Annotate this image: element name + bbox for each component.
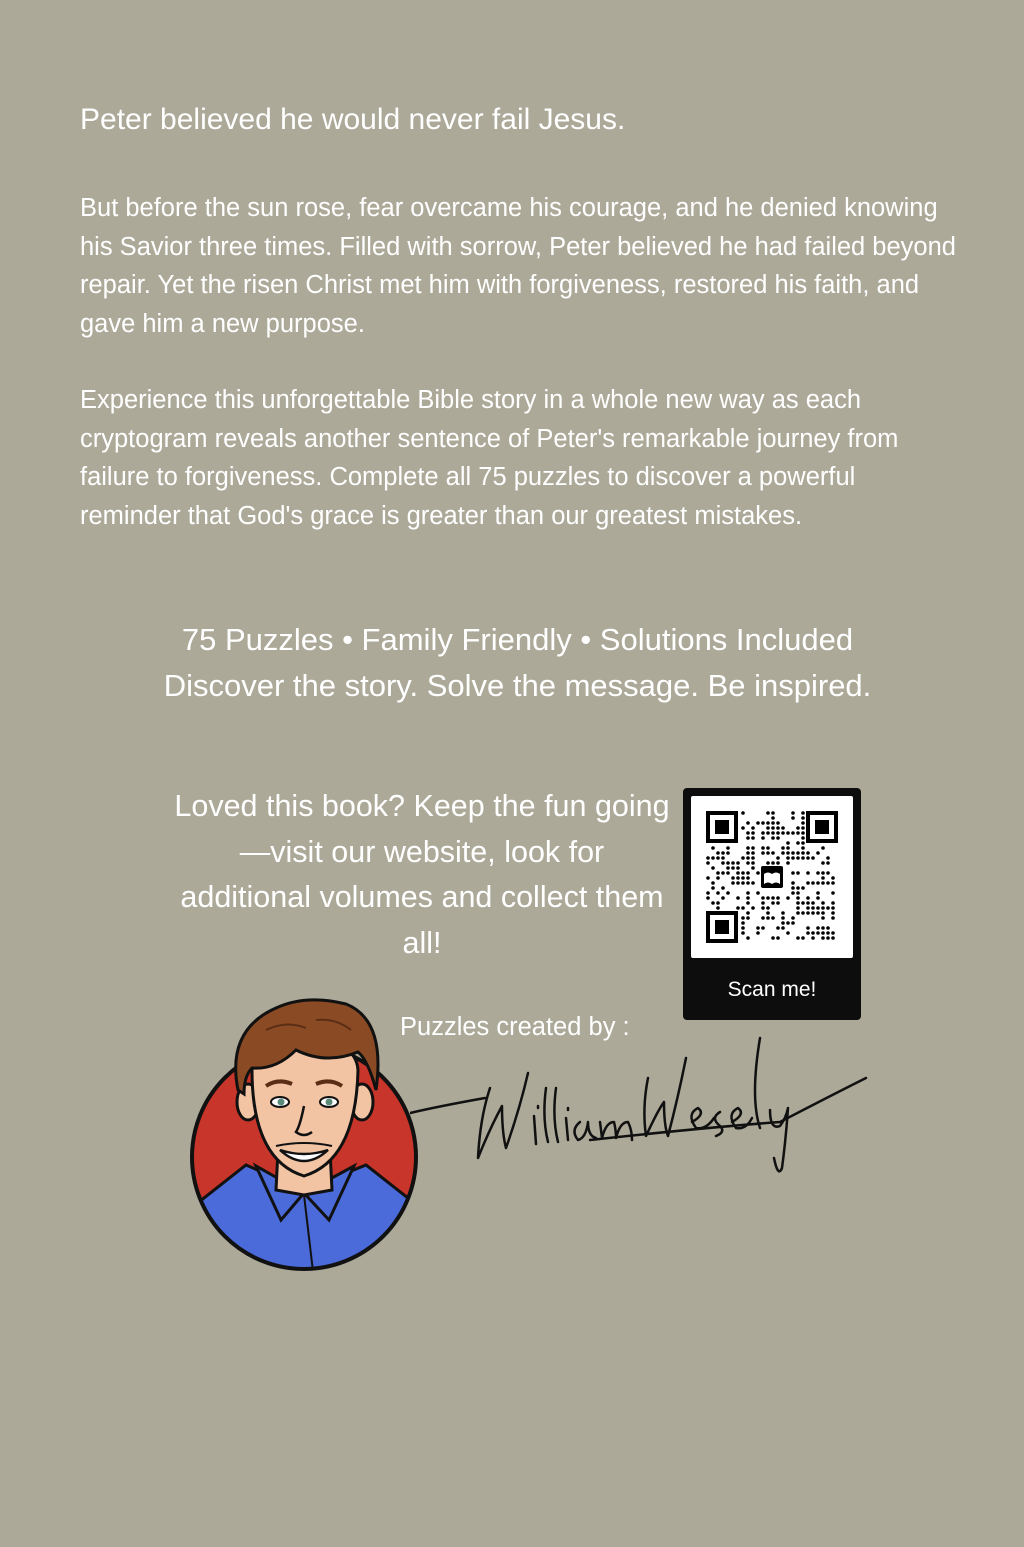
features-tagline: 75 Puzzles • Family Friendly • Solutions Included xyxy=(181,622,854,657)
author-signature xyxy=(410,1018,870,1178)
qr-code-icon[interactable] xyxy=(691,796,853,958)
promo-text: Loved this book? Keep the fun going—visit our website, look for additional volumes and collect them all! xyxy=(174,789,670,960)
qr-card[interactable] xyxy=(683,788,861,1020)
credit-label: Puzzles created by : xyxy=(400,1013,630,1041)
description-paragraph-1: But before the sun rose, fear overcame his courage, and he denied knowing his Savior three times. Filled with sorrow, Peter believed he had failed beyond repair. Yet the risen Christ met him with forgiveness, restored his faith, and gave him a new purpose. xyxy=(80,194,956,338)
qr-label: Scan me! xyxy=(727,978,817,1001)
slogan-tagline: Discover the story. Solve the message. Be inspired. xyxy=(163,668,872,703)
description-paragraph-2: Experience this unforgettable Bible story in a whole new way as each cryptogram reveals another sentence of Peter's remarkable journey from failure to forgiveness. Complete all 75 puzzles to discover a powerful reminder that God's grace is greater than our greatest mistakes. xyxy=(80,386,899,530)
headline: Peter believed he would never fail Jesus. xyxy=(80,103,626,136)
author-avatar xyxy=(186,990,426,1280)
